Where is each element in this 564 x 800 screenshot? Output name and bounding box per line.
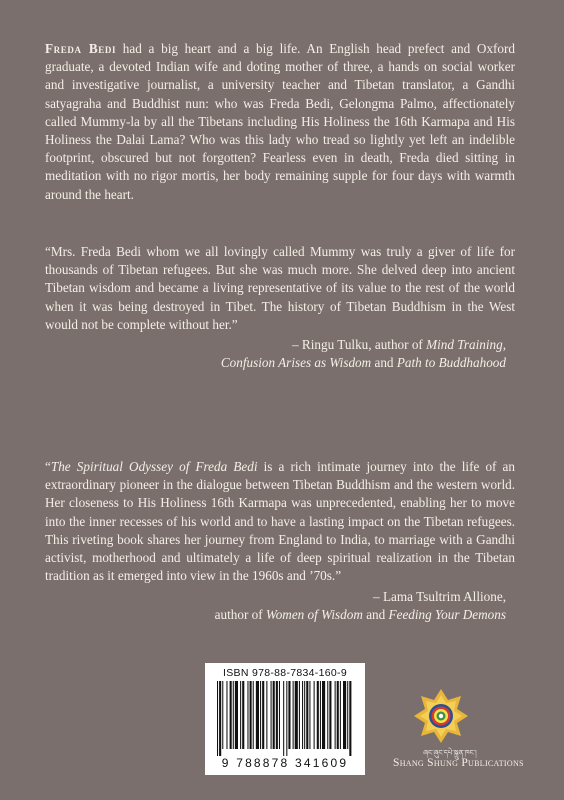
barcode-bar — [230, 681, 232, 749]
barcode-bar — [335, 681, 336, 749]
publisher-tibetan-script: ཞང་ཞུང་དཔེ་སྐྲུན་ཁང་། — [423, 749, 477, 757]
barcode-bar — [262, 681, 264, 749]
barcode-bar — [299, 681, 300, 749]
barcode-bar — [217, 681, 218, 756]
barcode-bar — [235, 681, 238, 749]
barcode-bar — [253, 681, 254, 749]
lama-tsultrim-attribution: – Lama Tsultrim Allione, author of Women of Wisdom and Feeding Your Demons — [214, 589, 506, 623]
barcode-bar — [276, 681, 278, 749]
barcode-bar — [314, 681, 315, 749]
barcode-bar — [327, 681, 328, 749]
barcode-bar — [322, 681, 325, 749]
barcode-bar — [304, 681, 305, 749]
barcode-bar — [340, 681, 341, 749]
barcode-bar — [266, 681, 267, 749]
shang-shung-emblem-icon — [413, 688, 469, 744]
barcode-bar — [306, 681, 308, 749]
barcode-bar — [329, 681, 331, 749]
book-title: Mind Training, — [426, 337, 506, 352]
barcode-bar — [250, 681, 252, 749]
book-title: Confusion Arises as Wisdom — [220, 355, 372, 371]
barcode-bar — [260, 681, 261, 749]
barcode-bar — [226, 681, 227, 749]
isbn-label: ISBN 978-88-7834-160-9 — [223, 667, 347, 679]
barcode-bar — [320, 681, 321, 749]
book-title: Feeding Your Demons — [388, 607, 506, 623]
blurb-text: had a big heart and a big life. An English head prefect and Oxford graduate, a devoted Indian wife and doting mother of three, a hands on social worker and investigative journalist, a university teacher and Tibetan translator, a Gandhi satyagraha and Buddhist nun: who was Freda Bedi, Gelongma Palmo, affectionately called Mummy-la by all the Tibetans including His Holiness the 16th Karmapa and His Holiness the Dalai Lama? Who was this lady who tread so lightly yet left an indelible footprint, obscured but not forgotten? Fearless even in death, Freda died sitting in meditation with no rigor mortis, her body remaining supple for four days with warmth around the heart. — [45, 41, 516, 202]
barcode-bar — [337, 681, 339, 749]
barcode-digits: 9 788878 341609 — [221, 756, 349, 770]
barcode-bar — [219, 681, 221, 756]
publisher-name: Shang Shung Publications — [393, 757, 524, 769]
barcode-bar — [247, 681, 248, 749]
barcode-bar — [317, 681, 319, 749]
barcode-bar — [279, 681, 280, 749]
barcode-bar — [288, 681, 290, 749]
barcode-bar — [347, 681, 348, 749]
lama-tsultrim-quote: “The Spiritual Odyssey of Freda Bedi is a rich intimate journey into the life of an extraordinary pioneer in the dialogue between Tibetan Buddhism and the western world. Her closeness to His Holiness 16th Karmapa was unprecedented, enabling her to move into the inner recesses of his world and to have a lasting impact on the Tibetan refugees. This riveting book shares her journey from England to India, to marriage with a Gandhi activist, motherhood and ultimately a life of deep spiritual realization in the Tibetan tradition as it emerged into view in the 1960s and ’70s.” — [45, 459, 515, 584]
barcode-bar — [283, 681, 284, 756]
barcode-bar — [242, 681, 244, 749]
barcode-bar — [286, 681, 287, 756]
barcode-bar — [240, 681, 241, 749]
ringu-tulku-attribution: – Ringu Tulku, author of Mind Training, Confusion Arises as Wisdom and Path to Buddhahood — [220, 337, 506, 371]
barcode-bar — [222, 681, 223, 749]
book-title: The Spiritual Odyssey of Freda Bedi — [50, 459, 258, 474]
barcode-bar — [295, 681, 298, 749]
author-blurb — [45, 40, 515, 204]
isbn-barcode — [205, 663, 365, 775]
barcode-bar — [302, 681, 303, 749]
barcode-bars — [215, 681, 355, 756]
barcode-bar — [293, 681, 294, 749]
barcode-bar — [233, 681, 234, 749]
barcode-bar — [343, 681, 346, 749]
barcode-bar — [271, 681, 272, 749]
book-title: Women of Wisdom — [265, 607, 363, 623]
book-title: Path to Buddhahood — [396, 355, 506, 371]
barcode-bar — [256, 681, 259, 749]
barcode-bar — [349, 681, 351, 756]
barcode-bar — [309, 681, 310, 749]
author-name: Freda Bedi — [45, 41, 117, 56]
barcode-bar — [273, 681, 275, 749]
ringu-tulku-quote: “Mrs. Freda Bedi whom we all lovingly called Mummy was truly a giver of life for thousands of Tibetan refugees. But she was much more. She delved deep into ancient Tibetan wisdom and became a living representative of its value to the rest of the world when it was being destroyed in Tibet. The history of Tibetan Buddhism in the West would not be complete without her.” — [45, 244, 515, 332]
